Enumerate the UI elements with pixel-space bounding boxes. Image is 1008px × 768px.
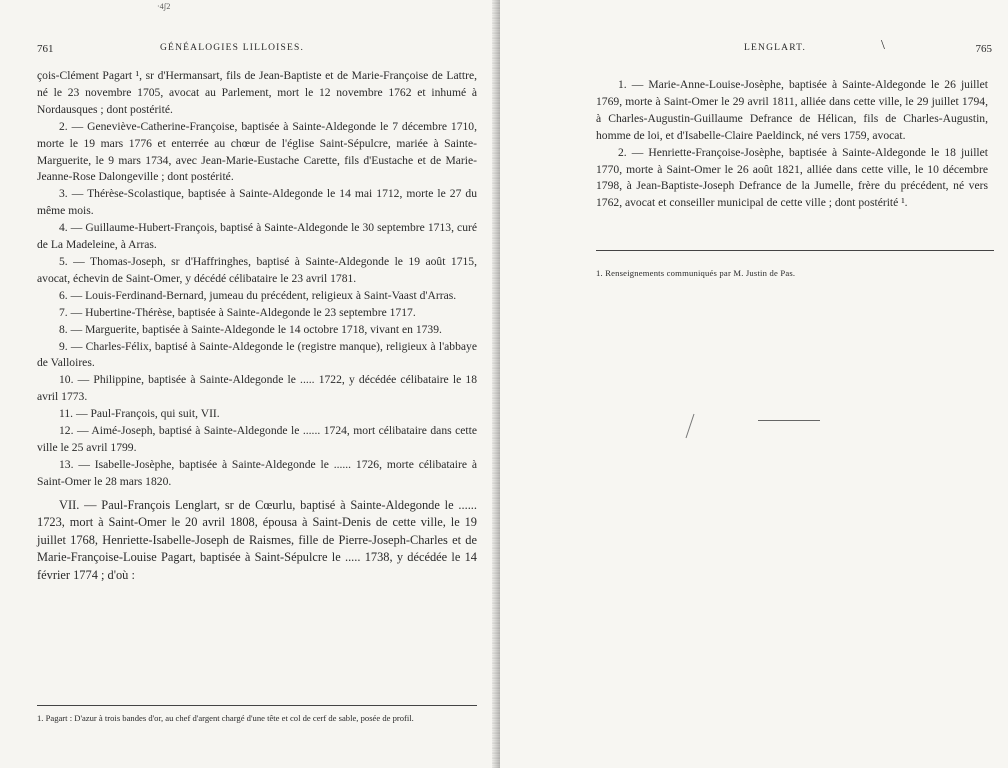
paragraph: 11. — Paul-François, qui suit, VII. [59, 407, 220, 421]
paragraph: 7. — Hubertine-Thérèse, baptisée à Sainte-Aldegonde le 23 septembre 1717. [59, 305, 416, 319]
paragraph: 1. — Marie-Anne-Louise-Josèphe, baptisée à Sainte-Aldegonde le 26 juillet 1769, morte à Saint-Omer le 29 avril 1811, alliée dans cette ville, le 29 juillet 1794, à Charles-Augustin-Guillaume Defrance de Hélican, fils de Charles-Augustin, homme de loi, et d'Isabelle-Claire Paeldinck, né vers 1759, avocat. [596, 78, 988, 142]
paragraph: 6. — Louis-Ferdinand-Bernard, jumeau du précédent, religieux à Saint-Vaast d'Arras. [59, 288, 457, 302]
left-page [0, 0, 500, 768]
paragraph: 8. — Marguerite, baptisée à Sainte-Aldegonde le 14 octobre 1718, vivant en 1739. [59, 322, 442, 336]
margin-tick: \ [881, 38, 885, 53]
right-page [500, 0, 1008, 768]
end-rule [758, 420, 820, 421]
paragraph: çois-Clément Pagart ¹, sr d'Hermansart, fils de Jean-Baptiste et de Marie-Françoise de Lattre, né le 23 novembre 1705, avocat au Parlement, mort le 12 novembre 1762 et inhumé à Nordausques ; dont postérité. [37, 69, 477, 116]
paragraph: 5. — Thomas-Joseph, sr d'Haffringhes, baptisé à Sainte-Aldegonde le 19 août 1715, avocat, échevin de Saint-Omer, y décédé célibataire le 23 avril 1781. [37, 254, 477, 285]
paragraph: 4. — Guillaume-Hubert-François, baptisé à Sainte-Aldegonde le 30 septembre 1713, curé de La Madeleine, à Arras. [37, 221, 477, 252]
paragraph-vii: VII. — Paul-François Lenglart, sr de Cœurlu, baptisé à Sainte-Aldegonde le ...... 1723, mort à Saint-Omer le 20 avril 1808, épousa à Saint-Denis de cette ville, le 19 juillet 1768, Henriette-Isabelle-Joseph de Raismes, fille de Pierre-Joseph-Charles et de Marie-Françoise-Louise Pagart, baptisée à Saint-Sépulcre le ..... 1738, y décédée le 14 février 1774 ; d'où : [37, 497, 477, 583]
right-page-number: 765 [975, 43, 992, 55]
paragraph: 3. — Thérèse-Scolastique, baptisée à Sainte-Aldegonde le 14 mai 1712, morte le 27 du même mois. [37, 187, 477, 218]
footnote-rule [596, 250, 994, 251]
right-footnote: 1. Renseignements communiqués par M. Justin de Pas. [596, 268, 796, 278]
paragraph: 9. — Charles-Félix, baptisé à Sainte-Aldegonde le (registre manque), religieux à l'abbaye de Valloires. [37, 339, 477, 370]
left-body-text [37, 68, 477, 585]
left-page-number: 761 [37, 43, 54, 55]
paragraph: 12. — Aimé-Joseph, baptisé à Sainte-Aldegonde le ...... 1724, mort célibataire dans cette ville le 25 avril 1799. [37, 424, 477, 454]
paragraph: 2. — Henriette-Françoise-Josèphe, baptisée à Sainte-Aldegonde le 18 juillet 1770, morte à Saint-Omer le 26 août 1821, alliée dans cette ville, le 10 décembre 1798, à Jean-Baptiste-Joseph Defrance de la Jumelle, frère du précédent, né vers 1762, avocat et conseiller municipal de cette ville ; dont postérité ¹. [596, 145, 988, 210]
paragraph: 2. — Geneviève-Catherine-Françoise, baptisée à Sainte-Aldegonde le 7 décembre 1710, morte le 19 mars 1776 et enterrée au chœur de l'église Saint-Sépulcre, mariée à Sainte-Marguerite, le 9 mars 1734, avec Jean-Marie-Eustache Carette, fils d'Eustache et de Marie-Jeanne-Rose Dalongeville ; dont postérité. [37, 119, 477, 184]
left-running-head: GÉNÉALOGIES LILLOISES. [160, 43, 305, 53]
paragraph: 13. — Isabelle-Josèphe, baptisée à Sainte-Aldegonde le ...... 1726, morte célibataire à Saint-Omer le 28 mars 1820. [37, 457, 477, 488]
right-running-head: LENGLART. [744, 43, 807, 53]
paragraph: 10. — Philippine, baptisée à Sainte-Aldegonde le ..... 1722, y décédée célibataire le 18 avril 1773. [37, 373, 477, 404]
page-speck: ·4ʃ2 [157, 2, 171, 11]
pencil-mark-icon [680, 412, 700, 442]
footnote-rule [37, 705, 477, 706]
left-footnote: 1. Pagart : D'azur à trois bandes d'or, au chef d'argent chargé d'une tête et col de cerf de sable, posée de profil. [37, 713, 414, 723]
right-body-text [596, 77, 988, 212]
